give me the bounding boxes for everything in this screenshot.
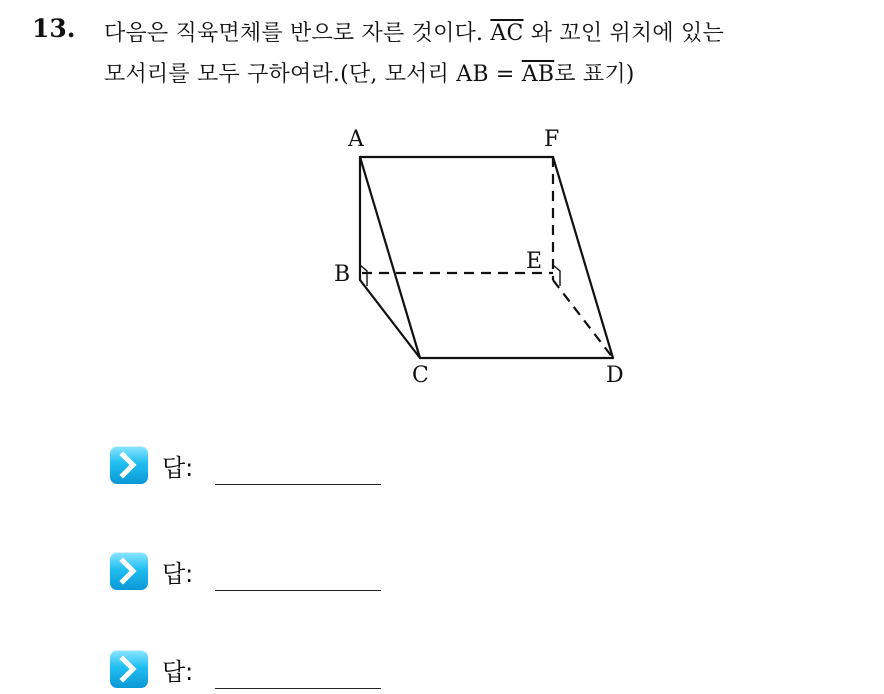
question-text-tail: 와 꼬인 위치에 있는: [530, 21, 724, 46]
vertex-label-d: D: [606, 363, 624, 388]
edge-bc: [360, 280, 420, 358]
vertex-label-e: E: [526, 249, 543, 274]
answer-row: [110, 552, 410, 592]
chevron-right-icon: [110, 650, 148, 688]
question-text: 다음은 직육면체를 반으로 자른 것이다.: [104, 21, 484, 46]
prism-figure: [320, 125, 660, 395]
chevron-right-icon: [110, 552, 148, 590]
prism-diagram: [320, 125, 660, 395]
answer-blank[interactable]: [215, 590, 381, 591]
segment-ab-notation: $\overline{AB}$: [521, 62, 555, 87]
answer-blank[interactable]: [215, 688, 381, 689]
answer-row: [110, 650, 410, 690]
answer-label: 답:: [162, 560, 194, 588]
edge-ed: [553, 280, 613, 358]
answer-blank[interactable]: [215, 484, 381, 485]
answer-label: 답:: [162, 454, 194, 482]
question-condition-tail: 로 표기): [554, 62, 635, 87]
edge-fd: [553, 157, 613, 358]
question-line-1: [104, 16, 724, 47]
vertex-label-a: A: [348, 127, 364, 152]
question-condition: 모서리를 모두 구하여라.(단, 모서리 AB =: [104, 62, 515, 87]
question-line-2: [104, 57, 635, 88]
segment-ac: $\overline{AC}$: [490, 21, 524, 46]
chevron-right-icon: [110, 446, 148, 484]
answer-label: 답:: [162, 658, 194, 686]
edge-ac: [360, 157, 420, 358]
vertex-label-c: C: [412, 363, 429, 388]
problem-number: 13.: [32, 14, 76, 43]
vertex-label-b: B: [334, 262, 351, 287]
vertex-label-f: F: [544, 127, 560, 152]
answer-row: [110, 446, 410, 486]
